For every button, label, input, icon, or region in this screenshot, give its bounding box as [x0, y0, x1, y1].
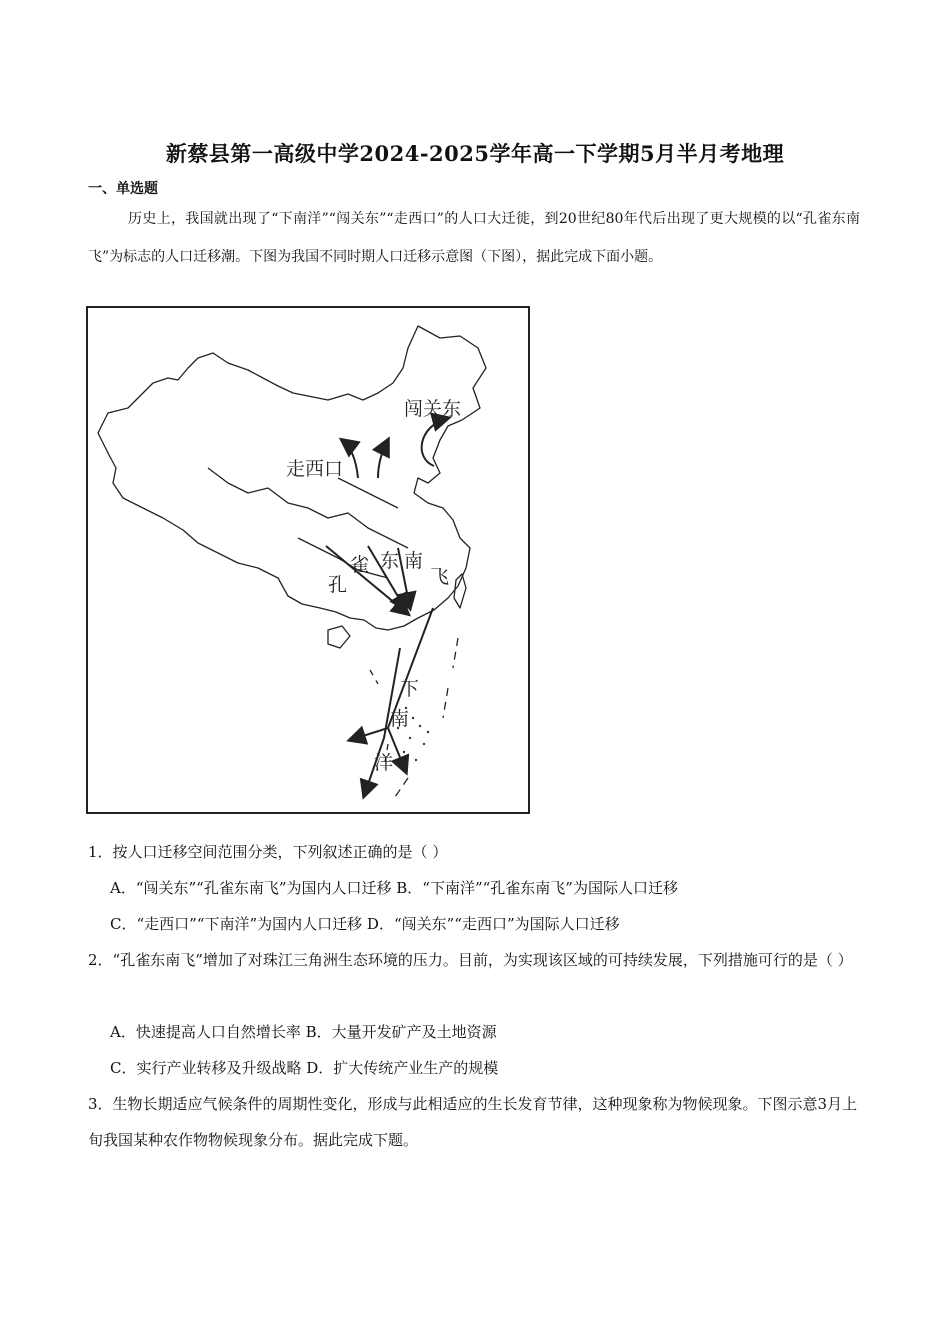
label-kong: 孔	[328, 574, 348, 596]
question-1-options-row-1: A．“闯关东”“孔雀东南飞”为国内人口迁移 B．“下南洋”“孔雀东南飞”为国际人口迁移	[110, 879, 678, 897]
intro-paragraph: 历史上，我国就出现了“下南洋”“闯关东”“走西口”的人口大迁徙，到20世纪80年代后出现了更大规模的以“孔雀东南飞”为标志的人口迁移潮。下图为我国不同时期人口迁移示意图（下图），据此完成下面小题。	[88, 211, 860, 265]
china-outline-map	[88, 308, 528, 812]
label-nan: 南	[404, 550, 424, 572]
label-dong: 东	[380, 550, 400, 572]
label-zouxikou: 走西口	[286, 458, 344, 480]
zouxikou-arrow-1	[342, 440, 358, 478]
question-2-options-row-1: A．快速提高人口自然增长率 B．大量开发矿产及土地资源	[110, 1023, 497, 1041]
chuangguandong-arrow	[422, 418, 448, 466]
question-1-options-row-2: C．“走西口”“下南洋”为国内人口迁移 D．“闯关东”“走西口”为国际人口迁移	[110, 915, 620, 933]
section-heading: 一、单选题	[88, 181, 158, 197]
migration-map	[86, 306, 530, 814]
document-title: 新蔡县第一高级中学2024-2025学年高一下学期5月半月考地理	[165, 141, 785, 166]
label-xia: 下	[400, 678, 420, 700]
label-nan2: 南	[390, 708, 410, 730]
question-1-stem: 1．按人口迁移空间范围分类，下列叙述正确的是（ ）	[88, 843, 448, 861]
label-yang: 洋	[374, 752, 394, 774]
label-chuangguandong: 闯关东	[404, 398, 462, 420]
question-3-stem: 3．生物长期适应气候条件的周期性变化，形成与此相适应的生长发育节律，这种现象称为物候现象。下图示意3月上旬我国某种农作物物候现象分布。据此完成下题。	[88, 1095, 858, 1149]
question-2-stem: 2．“孔雀东南飞”增加了对珠江三角洲生态环境的压力。目前，为实现该区域的可持续发展，下列措施可行的是（ ）	[88, 951, 853, 969]
label-fei: 飞	[430, 566, 450, 588]
label-que: 雀	[350, 554, 370, 576]
question-2-options-row-2: C．实行产业转移及升级战略 D．扩大传统产业生产的规模	[110, 1059, 499, 1077]
zouxikou-arrow-2	[378, 440, 388, 478]
